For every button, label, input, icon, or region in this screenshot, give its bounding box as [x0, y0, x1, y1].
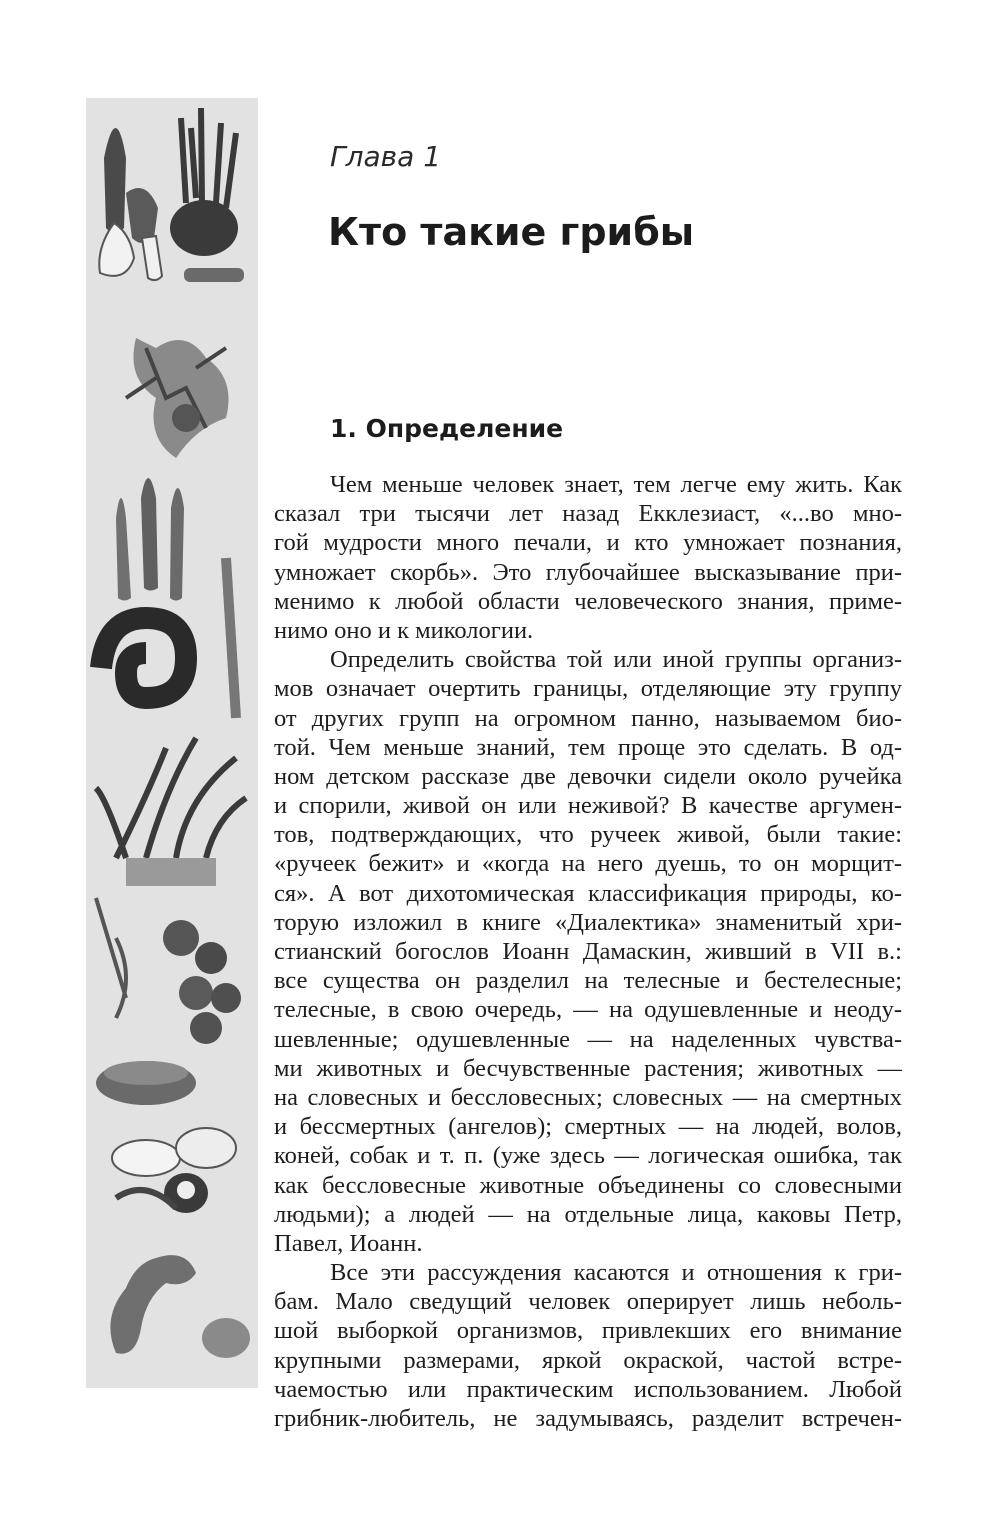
text-line: телесные, в свою очередь, — на одушевленные и неоду- — [274, 996, 902, 1024]
text-line: Определить свойства той или иной группы организ- — [330, 646, 902, 674]
text-line: сказал три тысячи лет назад Екклезиаст, «...во мно- — [274, 500, 902, 528]
text-line: умножает скорбь». Это глубочайшее высказывание при- — [274, 558, 902, 586]
text-line: и спорили, живой он или неживой? В качестве аргумен- — [274, 792, 902, 820]
text-line: коней, собак и т. п. (уже здесь — логическая ошибка, так — [274, 1142, 902, 1170]
chapter-title: Кто такие грибы — [328, 210, 695, 254]
text-line: все существа он разделил на телесные и бестелесные; — [274, 967, 902, 995]
text-line: на словесных и бессловесных; словесных — на смертных — [274, 1083, 902, 1111]
chapter-label: Глава 1 — [330, 140, 442, 173]
text-line: Чем меньше человек знает, тем легче ему жить. Как — [330, 471, 902, 498]
text-line: людьми); а людей — на отдельные лица, каковы Петр, — [274, 1200, 902, 1228]
text-line: стианский богослов Иоанн Дамаскин, живший в VII в.: — [274, 938, 902, 965]
mushroom-illustration-strip — [86, 98, 258, 1388]
body-text — [274, 470, 902, 1433]
text-line: ся». А вот дихотомическая классификация природы, ко- — [274, 879, 902, 907]
text-line: той. Чем меньше знаний, тем проще это сделать. В од- — [274, 733, 902, 761]
text-line: гой мудрости много печали, и кто умножает познания, — [274, 529, 902, 557]
text-line: ми животных и бесчувственные растения; животных — — [274, 1054, 902, 1082]
text-line: крупными размерами, яркой окраской, частой встре- — [274, 1346, 902, 1374]
text-line: Павел, Иоанн. — [274, 1229, 423, 1257]
text-line: ном детском рассказе две девочки сидели около ручейка — [274, 762, 902, 790]
text-line: бам. Мало сведущий человек оперирует лишь неболь- — [274, 1288, 902, 1316]
text-line: нимо оно и к микологии. — [274, 616, 534, 644]
text-line: Все эти рассуждения касаются и отношения к гри- — [330, 1259, 902, 1287]
text-line: шой выборкой организмов, привлекших его внимание — [274, 1317, 902, 1345]
section-heading: 1. Определение — [330, 414, 564, 443]
text-line: как бессловесные животные объединены со словесными — [274, 1171, 902, 1199]
text-line: и бессмертных (ангелов); смертных — на людей, волов, — [274, 1113, 902, 1141]
text-line: грибник-любитель, не задумываясь, разделит встречен- — [274, 1405, 902, 1432]
text-line: «ручеек бежит» и «когда на него дуешь, то он морщит- — [274, 850, 902, 878]
text-line: мов означает очертить границы, отделяющие эту группу — [274, 675, 902, 703]
text-line: торую изложил в книге «Диалектика» знаменитый хри- — [274, 908, 902, 936]
text-line: от других групп на огромном панно, называемом био- — [274, 704, 902, 732]
text-line: тов, подтверждающих, что ручеек живой, были такие: — [274, 821, 902, 849]
mushroom-engraving-icon — [86, 98, 258, 1388]
text-line: менимо к любой области человеческого знания, приме- — [274, 587, 902, 615]
text-line: чаемостью или практическим использованием. Любой — [274, 1375, 902, 1403]
text-line: шевленные; одушевленные — на наделенных чувства- — [274, 1025, 902, 1053]
